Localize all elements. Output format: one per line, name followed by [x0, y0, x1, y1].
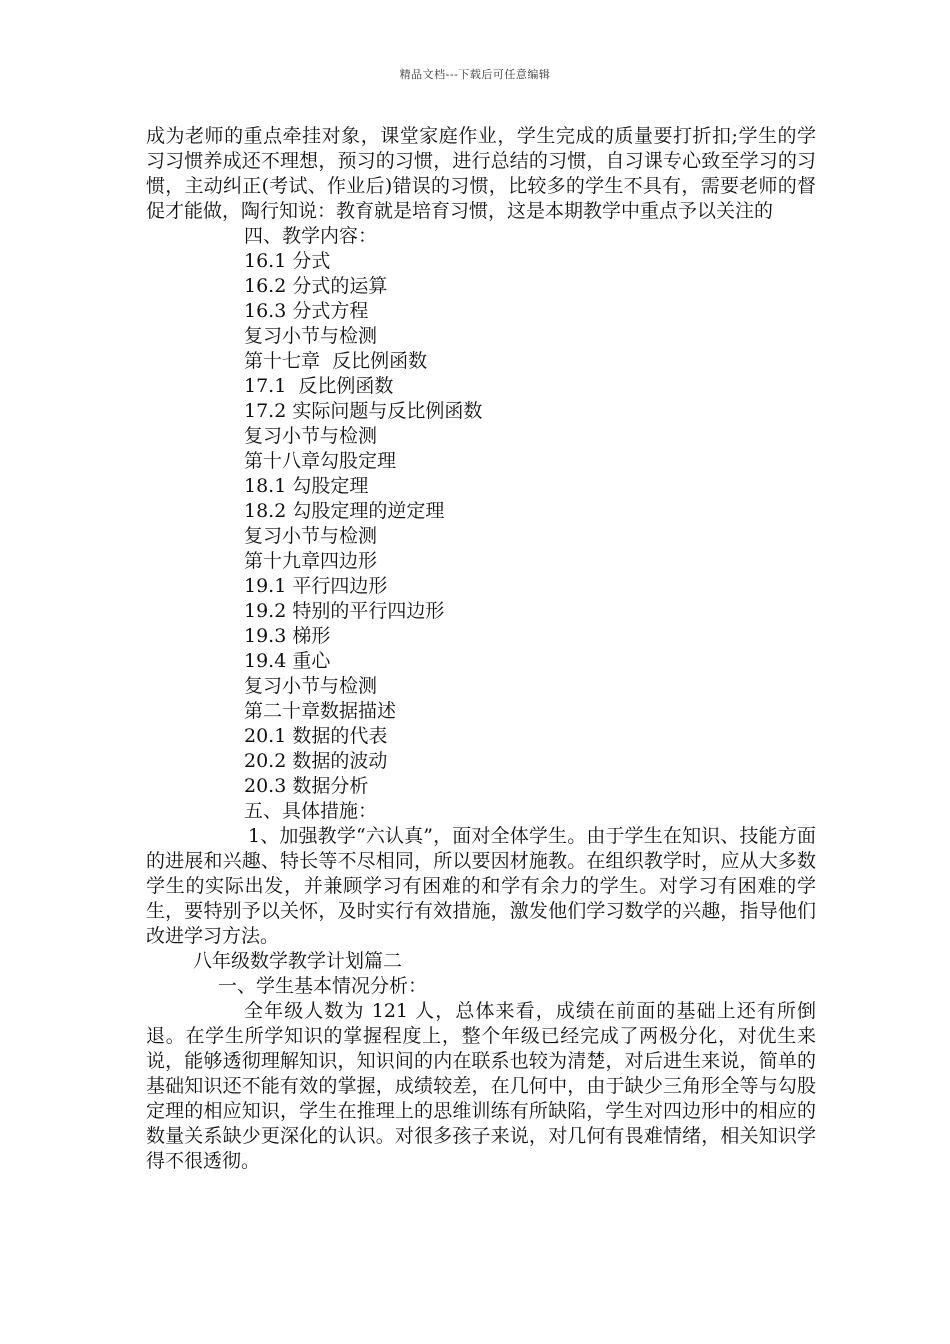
list-item: 17.1 反比例函数 — [244, 375, 394, 397]
list-item: 复习小节与检测 — [244, 425, 378, 447]
list-item: 18.2 勾股定理的逆定理 — [244, 500, 445, 522]
list-item: 17.2 实际问题与反比例函数 — [244, 400, 483, 422]
list-item: 复习小节与检测 — [244, 325, 378, 347]
list-item: 第十九章四边形 — [244, 550, 378, 572]
list-item: 19.1 平行四边形 — [244, 575, 388, 597]
section-heading-teaching-content: 四、教学内容： — [244, 225, 378, 247]
section-heading-measures: 五、具体措施： — [244, 800, 378, 822]
list-item: 16.1 分式 — [244, 250, 331, 272]
list-item: 第二十章数据描述 — [244, 700, 397, 722]
content-list — [146, 249, 816, 799]
list-item: 18.1 勾股定理 — [244, 475, 369, 497]
list-item: 16.3 分式方程 — [244, 300, 369, 322]
list-item: 第十七章 反比例函数 — [244, 350, 428, 372]
page-header: 精品文档---下载后可任意编辑 — [399, 68, 551, 81]
list-item: 20.3 数据分析 — [244, 775, 369, 797]
list-item: 19.2 特别的平行四边形 — [244, 600, 445, 622]
list-item: 20.2 数据的波动 — [244, 750, 388, 772]
list-item: 19.3 梯形 — [244, 625, 331, 647]
list-item: 第十八章勾股定理 — [244, 450, 397, 472]
list-item: 19.4 重心 — [244, 650, 331, 672]
list-item: 20.1 数据的代表 — [244, 725, 388, 747]
plan2-section-heading: 一、学生基本情况分析： — [218, 975, 428, 997]
list-item: 16.2 分式的运算 — [244, 275, 388, 297]
list-item: 复习小节与检测 — [244, 525, 378, 547]
plan2-paragraph: 全年级人数为 121 人，总体来看，成绩在前面的基础上还有所倒退。在学生所学知识的掌握程度上，整个年级已经完成了两极分化，对优生来说，能够透彻理解知识，知识间的内在联系也较为清楚，对后进生来说，简单的基础知识还不能有效的掌握，成绩较差，在几何中，由于缺少三角形全等与勾股定理的相应知识，学生在推理上的思维训练有所缺陷，学生对四边形中的相应的数量关系缺少更深化的认识。对很多孩子来说，对几何有畏难情绪，相关知识学得不很透彻。 — [146, 1000, 816, 1172]
plan2-title: 八年级数学教学计划篇二 — [193, 950, 403, 972]
measure-paragraph: 1、加强教学“六认真”，面对全体学生。由于学生在知识、技能方面的进展和兴趣、特长等不尽相同，所以要因材施教。在组织教学时，应从大多数学生的实际出发，并兼顾学习有困难的和学有余力的学生。对学习有困难的学生，要特别予以关怀，及时实行有效措施，激发他们学习数学的兴趣，指导他们改进学习方法。 — [146, 825, 816, 947]
list-item: 复习小节与检测 — [244, 675, 378, 697]
document-body — [146, 124, 816, 1174]
intro-paragraph: 成为老师的重点牵挂对象，课堂家庭作业，学生完成的质量要打折扣;学生的学习习惯养成还不理想，预习的习惯，进行总结的习惯，自习课专心致至学习的习惯，主动纠正(考试、作业后)错误的习惯，比较多的学生不具有，需要老师的督促才能做，陶行知说：教育就是培育习惯，这是本期教学中重点予以关注的 — [146, 125, 816, 222]
